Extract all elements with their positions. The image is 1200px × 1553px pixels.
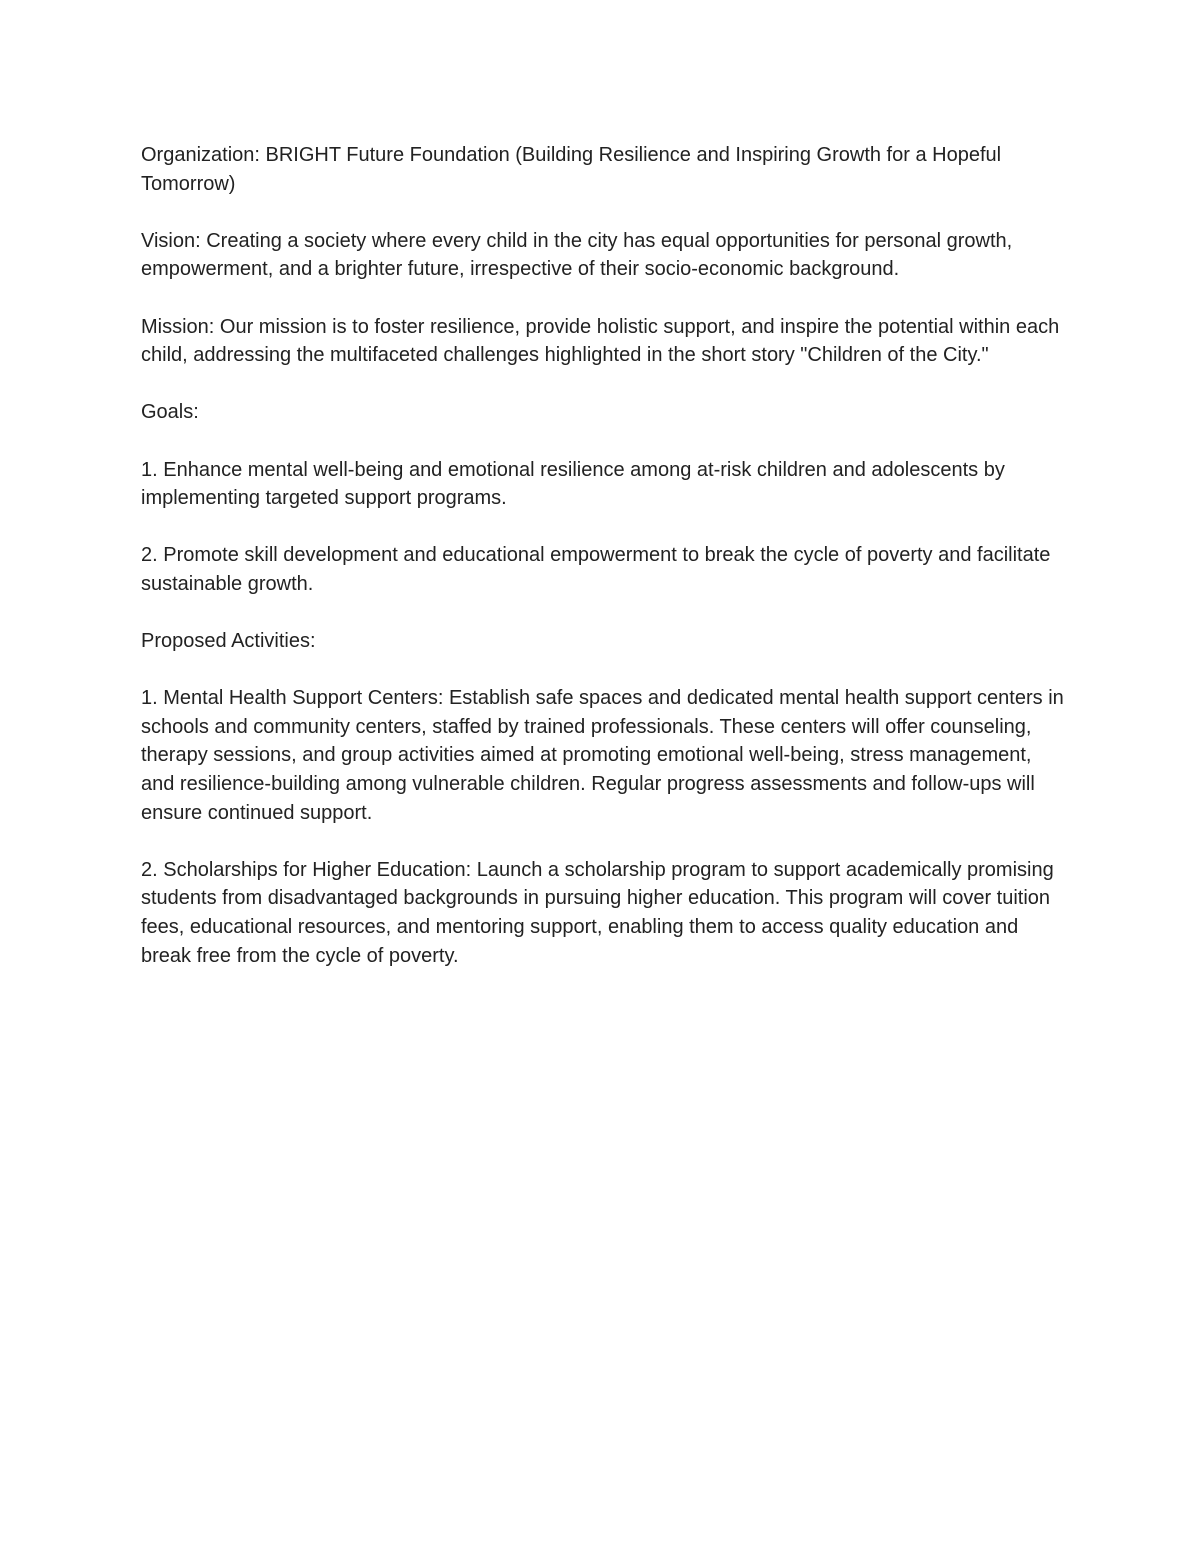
vision-paragraph: Vision: Creating a society where every child in the city has equal opportunities for personal growth, empowerment, and a brighter future, irrespective of their socio-economic background. (141, 229, 1013, 281)
organization-paragraph: Organization: BRIGHT Future Foundation (Building Resilience and Inspiring Growth for a Hopeful Tomorrow) (141, 144, 1002, 195)
activity-item: 1. Mental Health Support Centers: Establish safe spaces and dedicated mental health support centers in schools and community centers, staffed by trained professionals. These centers will offer counseling, therapy sessions, and group activities aimed at promoting emotional well-being, stress management, and resilience-building among vulnerable children. Regular progress assessments and follow-ups will ensure continued support. (141, 687, 1064, 824)
activity-item: 2. Scholarships for Higher Education: Launch a scholarship program to support academically promising students from disadvantaged backgrounds in pursuing higher education. This program will cover tuition fees, educational resources, and mentoring support, enabling them to access quality education and break free from the cycle of poverty. (141, 858, 1054, 967)
goal-item: 1. Enhance mental well-being and emotional resilience among at-risk children and adolescents by implementing targeted support programs. (141, 458, 1005, 510)
goals-heading: Goals: (141, 401, 199, 424)
goal-item: 2. Promote skill development and educational empowerment to break the cycle of poverty and facilitate sustainable growth. (141, 544, 1051, 595)
mission-paragraph: Mission: Our mission is to foster resilience, provide holistic support, and inspire the potential within each child, addressing the multifaceted challenges highlighted in the short story "Children of the City." (141, 315, 1060, 367)
document-body (141, 141, 1066, 999)
activities-heading: Proposed Activities: (141, 630, 316, 653)
